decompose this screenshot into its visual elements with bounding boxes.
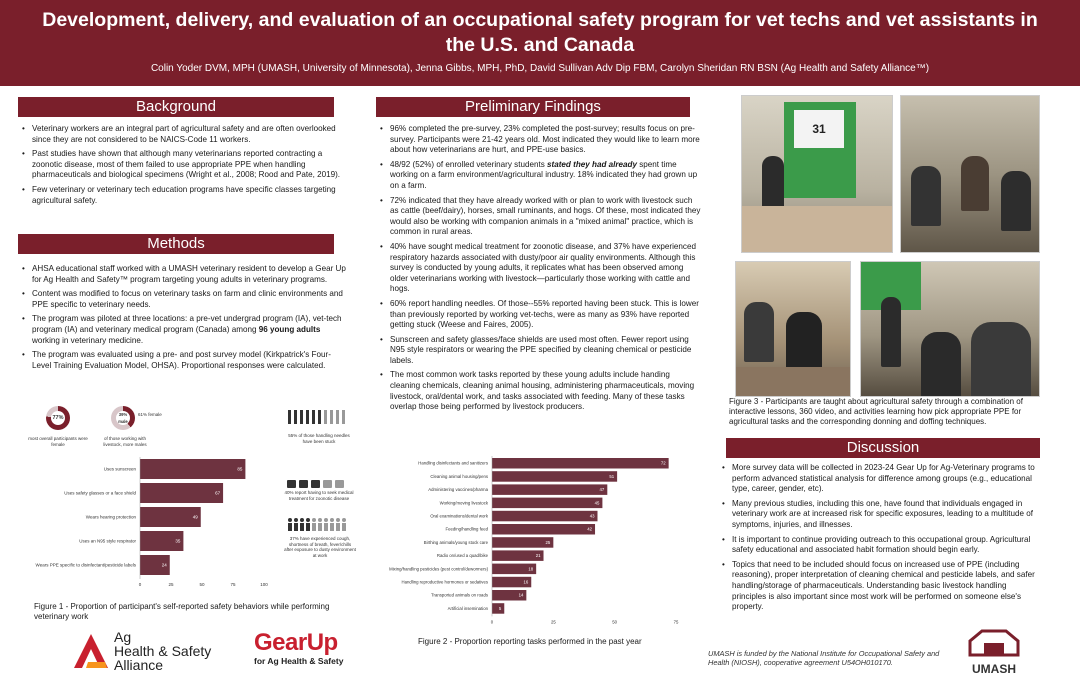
bar-value-label: 24 bbox=[161, 562, 167, 568]
methods-bullet-1: • AHSA educational staff worked with a UMASH veterinary resident to develop a Gear Up for Ag Health and Safety™ program targeting young adults in veterinary programs. bbox=[20, 264, 346, 285]
bar-category-label: Birthing animals/young stock care bbox=[423, 539, 488, 545]
poster-title: Development, delivery, and evaluation of an occupational safety program for vet techs and vet assistants in the U.S. and Canada bbox=[42, 9, 1038, 56]
bar bbox=[492, 484, 607, 495]
background-heading: Background bbox=[18, 97, 334, 117]
discussion-bullet-1: • More survey data will be collected in 2023-24 Gear Up for Ag-Veterinary programs to perform advanced statistical analysis for difference among groups (e.g., educational type, career, gender, etc). bbox=[720, 463, 1042, 495]
bar-value-label: 42 bbox=[587, 526, 593, 532]
findings-bullet-1: • 96% completed the pre-survey, 23% completed the post-survey; results focus on pre-survey. Participants were 21-42 years old. Most indicated they would like to learn more about how veterinarians are hurt, and PPE-use basics. bbox=[378, 124, 702, 156]
umash-logo: UMASH bbox=[962, 629, 1026, 673]
figure2-caption: Figure 2 - Proportion reporting tasks performed in the past year bbox=[418, 637, 642, 646]
classroom-audience-photo bbox=[900, 95, 1040, 253]
discussion-bullet-2: • Many previous studies, including this one, have found that individuals engaged in veterinary work are at increased risk for specific exposures, leading to a multitude of symptoms, injuries, and illnesses. bbox=[720, 499, 1042, 531]
bar-value-label: 51 bbox=[609, 473, 615, 479]
bar-value-label: 72 bbox=[660, 460, 666, 466]
bar-category-label: Oral examinations/dental work bbox=[430, 513, 488, 519]
background-text bbox=[20, 124, 346, 210]
female-donut-chart: 77% bbox=[46, 406, 70, 430]
funding-statement: UMASH is funded by the National Institute for Occupational Safety and Health (NIOSH), cooperative agreement U54OH010170. bbox=[708, 649, 940, 667]
x-tick-label: 0 bbox=[138, 582, 142, 587]
syringe-icons bbox=[286, 409, 348, 429]
bar-category-label: Administering vaccines/pharma bbox=[428, 487, 488, 493]
bar bbox=[140, 483, 223, 503]
x-tick-label: 100 bbox=[260, 582, 268, 587]
bar-category-label: Radio on/used a quad/bike bbox=[436, 553, 488, 559]
bar-value-label: 45 bbox=[594, 500, 600, 506]
alliance-a-icon bbox=[72, 632, 110, 670]
methods-bullet-4: • The program was evaluated using a pre- and post survey model (Kirkpatrick's Four-Level Training Evaluation Model, OHSA). Proportional responses were calculated. bbox=[20, 350, 346, 371]
bar-value-label: 16 bbox=[523, 579, 529, 585]
male-donut-chart: 39% male bbox=[111, 406, 135, 430]
medical-treatment-icons bbox=[286, 478, 348, 490]
discussion-bullet-4: • Topics that need to be included should focus on increased use of PPE (including reasoning), proper interpretation of cleaning chemical and pesticide labels, and safer handling/storage of pharmaceuticals. Understanding basic livestock handling principles is also important since most work will be performed on someone else's property. bbox=[720, 560, 1042, 613]
background-bullet-3: • Few veterinary or veterinary tech education programs have specific classes targeting agricultural safety. bbox=[20, 185, 346, 206]
findings-text bbox=[378, 124, 702, 417]
findings-bullet-6: • Sunscreen and safety glasses/face shields are used most often. Fewer report using N95 style respirators or wearing the PPE specified by cleaning chemical or pesticide labels. bbox=[378, 335, 702, 367]
bar bbox=[492, 537, 553, 548]
methods-heading: Methods bbox=[18, 234, 334, 254]
bar-value-label: 49 bbox=[192, 514, 198, 520]
classroom-presentation-photo bbox=[741, 95, 893, 253]
x-tick-label: 50 bbox=[612, 619, 618, 625]
bar-category-label: Wears hearing protection bbox=[85, 514, 136, 520]
bar bbox=[492, 471, 617, 482]
x-tick-label: 25 bbox=[550, 619, 556, 625]
figure2-chart bbox=[374, 452, 694, 630]
bar-value-label: 25 bbox=[545, 539, 551, 545]
poster-header bbox=[0, 0, 1080, 86]
bar bbox=[492, 498, 602, 509]
female-share-label: 61% female bbox=[138, 412, 162, 417]
bar-category-label: Feeding/handling feed bbox=[445, 526, 488, 532]
bar-value-label: 35 bbox=[175, 538, 181, 544]
discussion-heading: Discussion bbox=[726, 438, 1040, 458]
needle-stick-label: 55% of those handling needles have been stuck bbox=[288, 433, 350, 444]
x-tick-label: 0 bbox=[490, 619, 494, 625]
bar-category-label: Working/moving livestock bbox=[439, 500, 488, 506]
bar-value-label: 5 bbox=[498, 605, 502, 611]
bar-value-label: 14 bbox=[518, 592, 524, 598]
findings-bullet-5: • 60% report handling needles. Of those--55% reported having been stuck. This is lower than previously reported by working vet-techs, were as many as 93% have reported getting stuck (Weese and Faires, 2005). bbox=[378, 299, 702, 331]
bar-category-label: Wears PPE specific to disinfectant/pesticide labels bbox=[35, 562, 136, 568]
respiratory-symptoms-label: 37% have experienced cough, shortness of breath, fever/chills after exposure to dusty environment at work bbox=[284, 536, 356, 558]
x-tick-label: 25 bbox=[168, 582, 174, 587]
x-tick-label: 75 bbox=[230, 582, 236, 587]
background-bullet-2: • Past studies have shown that although many veterinarians reported contracting a zoonotic disease, most of them failed to use appropriate PPE when handling pharmaceuticals and biological specimens (Wright et al., 2008; Rood and Pate, 2019). bbox=[20, 149, 346, 181]
bar-category-label: Handling disinfectants and sanitizers bbox=[418, 460, 488, 466]
bar-value-label: 47 bbox=[599, 487, 605, 493]
methods-bullet-3: • The program was piloted at three locations: a pre-vet undergrad program (IA), vet-tech program (IA) and veterinary medical program (Canada) among 96 young adults working in veterinary medicine. bbox=[20, 314, 346, 346]
bar-category-label: Mixing/handling pesticides (pest control/dewormers) bbox=[389, 566, 488, 572]
bar-category-label: Handling reproductive hormones or sedatives bbox=[401, 579, 488, 585]
female-donut-label: most overall participants were female bbox=[28, 436, 88, 447]
bar-value-label: 21 bbox=[535, 553, 541, 559]
bar-category-label: Uses an N95 style respirator bbox=[79, 538, 136, 544]
bar-category-label: Transported animals on roads bbox=[431, 592, 488, 598]
bar-value-label: 18 bbox=[528, 566, 534, 572]
bar bbox=[492, 458, 669, 469]
discussion-bullet-3: • It is important to continue providing outreach to this occupational group. Agricultural safety educational and associated habit formation should begin early. bbox=[720, 535, 1042, 556]
findings-bullet-3: • 72% indicated that they have already worked with or plan to work with livestock such as cattle (beef/dairy), horses, small ruminants, and hogs. Of these, most indicated they would also be working with companion animals in a "mixed animal" practice, which is common in rural areas. bbox=[378, 196, 702, 238]
people-icons bbox=[286, 517, 348, 533]
bar bbox=[492, 524, 595, 535]
findings-heading: Preliminary Findings bbox=[376, 97, 690, 117]
bar bbox=[140, 507, 201, 527]
gear-up-logo: GearUp for Ag Health & Safety bbox=[254, 629, 344, 666]
ag-health-safety-alliance-logo: Ag Health & Safety Alliance bbox=[72, 630, 232, 672]
bar-value-label: 43 bbox=[589, 513, 595, 519]
bar-value-label: 67 bbox=[215, 490, 221, 496]
barn-icon bbox=[962, 629, 1026, 657]
bar bbox=[492, 511, 597, 522]
figure3-caption: Figure 3 - Participants are taught about agricultural safety through a combination of interactive lessons, 360 video, and activities learning how pick appropriate PPE for agricultural tasks and the corresponding donning and doffing techniques. bbox=[729, 397, 1023, 426]
discussion-text bbox=[720, 463, 1042, 617]
methods-text bbox=[20, 264, 346, 375]
findings-bullet-4: • 40% have sought medical treatment for zoonotic disease, and 37% have experienced respiratory hazards associated with dusty/poor air quality environments. Although this survey is conducted by young adults, it replicates what has been observed among older veterinarians working with livestock—particularly those working with cattle and hogs. bbox=[378, 242, 702, 295]
poster-authors: Colin Yoder DVM, MPH (UMASH, University of Minnesota), Jenna Gibbs, MPH, PhD, David Sullivan Adv Dip FBM, Carolyn Sheridan RN BSN (Ag Health and Safety Alliance™) bbox=[150, 63, 930, 74]
bar-category-label: Uses safety glasses or a face shield bbox=[64, 490, 136, 496]
bar-category-label: Cleaning animal housing/pens bbox=[430, 473, 488, 479]
bar-category-label: Uses sunscreen bbox=[103, 466, 136, 472]
x-tick-label: 75 bbox=[673, 619, 679, 625]
bar-category-label: Artificial insemination bbox=[447, 605, 488, 611]
bar bbox=[140, 459, 245, 479]
slide-number: 31 bbox=[794, 110, 844, 148]
bar-value-label: 85 bbox=[237, 466, 243, 472]
ppe-demonstration-photo bbox=[860, 261, 1040, 397]
methods-bullet-2: • Content was modified to focus on veterinary tasks on farm and clinic environments and PPE specific to veterinary needs. bbox=[20, 289, 346, 310]
background-bullet-1: • Veterinary workers are an integral part of agricultural safety and are often overlooked since they are not considered to be NAICS-Code 11 workers. bbox=[20, 124, 346, 145]
figure1-chart bbox=[18, 455, 280, 587]
x-tick-label: 50 bbox=[199, 582, 205, 587]
students-activity-photo bbox=[735, 261, 851, 397]
livestock-donut-label: of those working with livestock, more males bbox=[103, 436, 147, 447]
zoonotic-treatment-label: 40% report having to seek medical treatment for zoonotic disease bbox=[284, 490, 354, 501]
findings-bullet-2: • 48/92 (52%) of enrolled veterinary students stated they had already spent time working on a farm environment/agricultural industry. 18% indicated they had grown up on a farm. bbox=[378, 160, 702, 192]
findings-bullet-7: • The most common work tasks reported by these young adults include handing cleaning chemicals, cleaning animal housing, administering pharmaceuticals, moving livestock, oral/dental work, and tasks associated with feeding. Many of these tasks overlap those being performed by livestock producers. bbox=[378, 370, 702, 412]
figure1-caption: Figure 1 - Proportion of participant's self-reported safety behaviors while performing veterinary work bbox=[34, 602, 330, 621]
